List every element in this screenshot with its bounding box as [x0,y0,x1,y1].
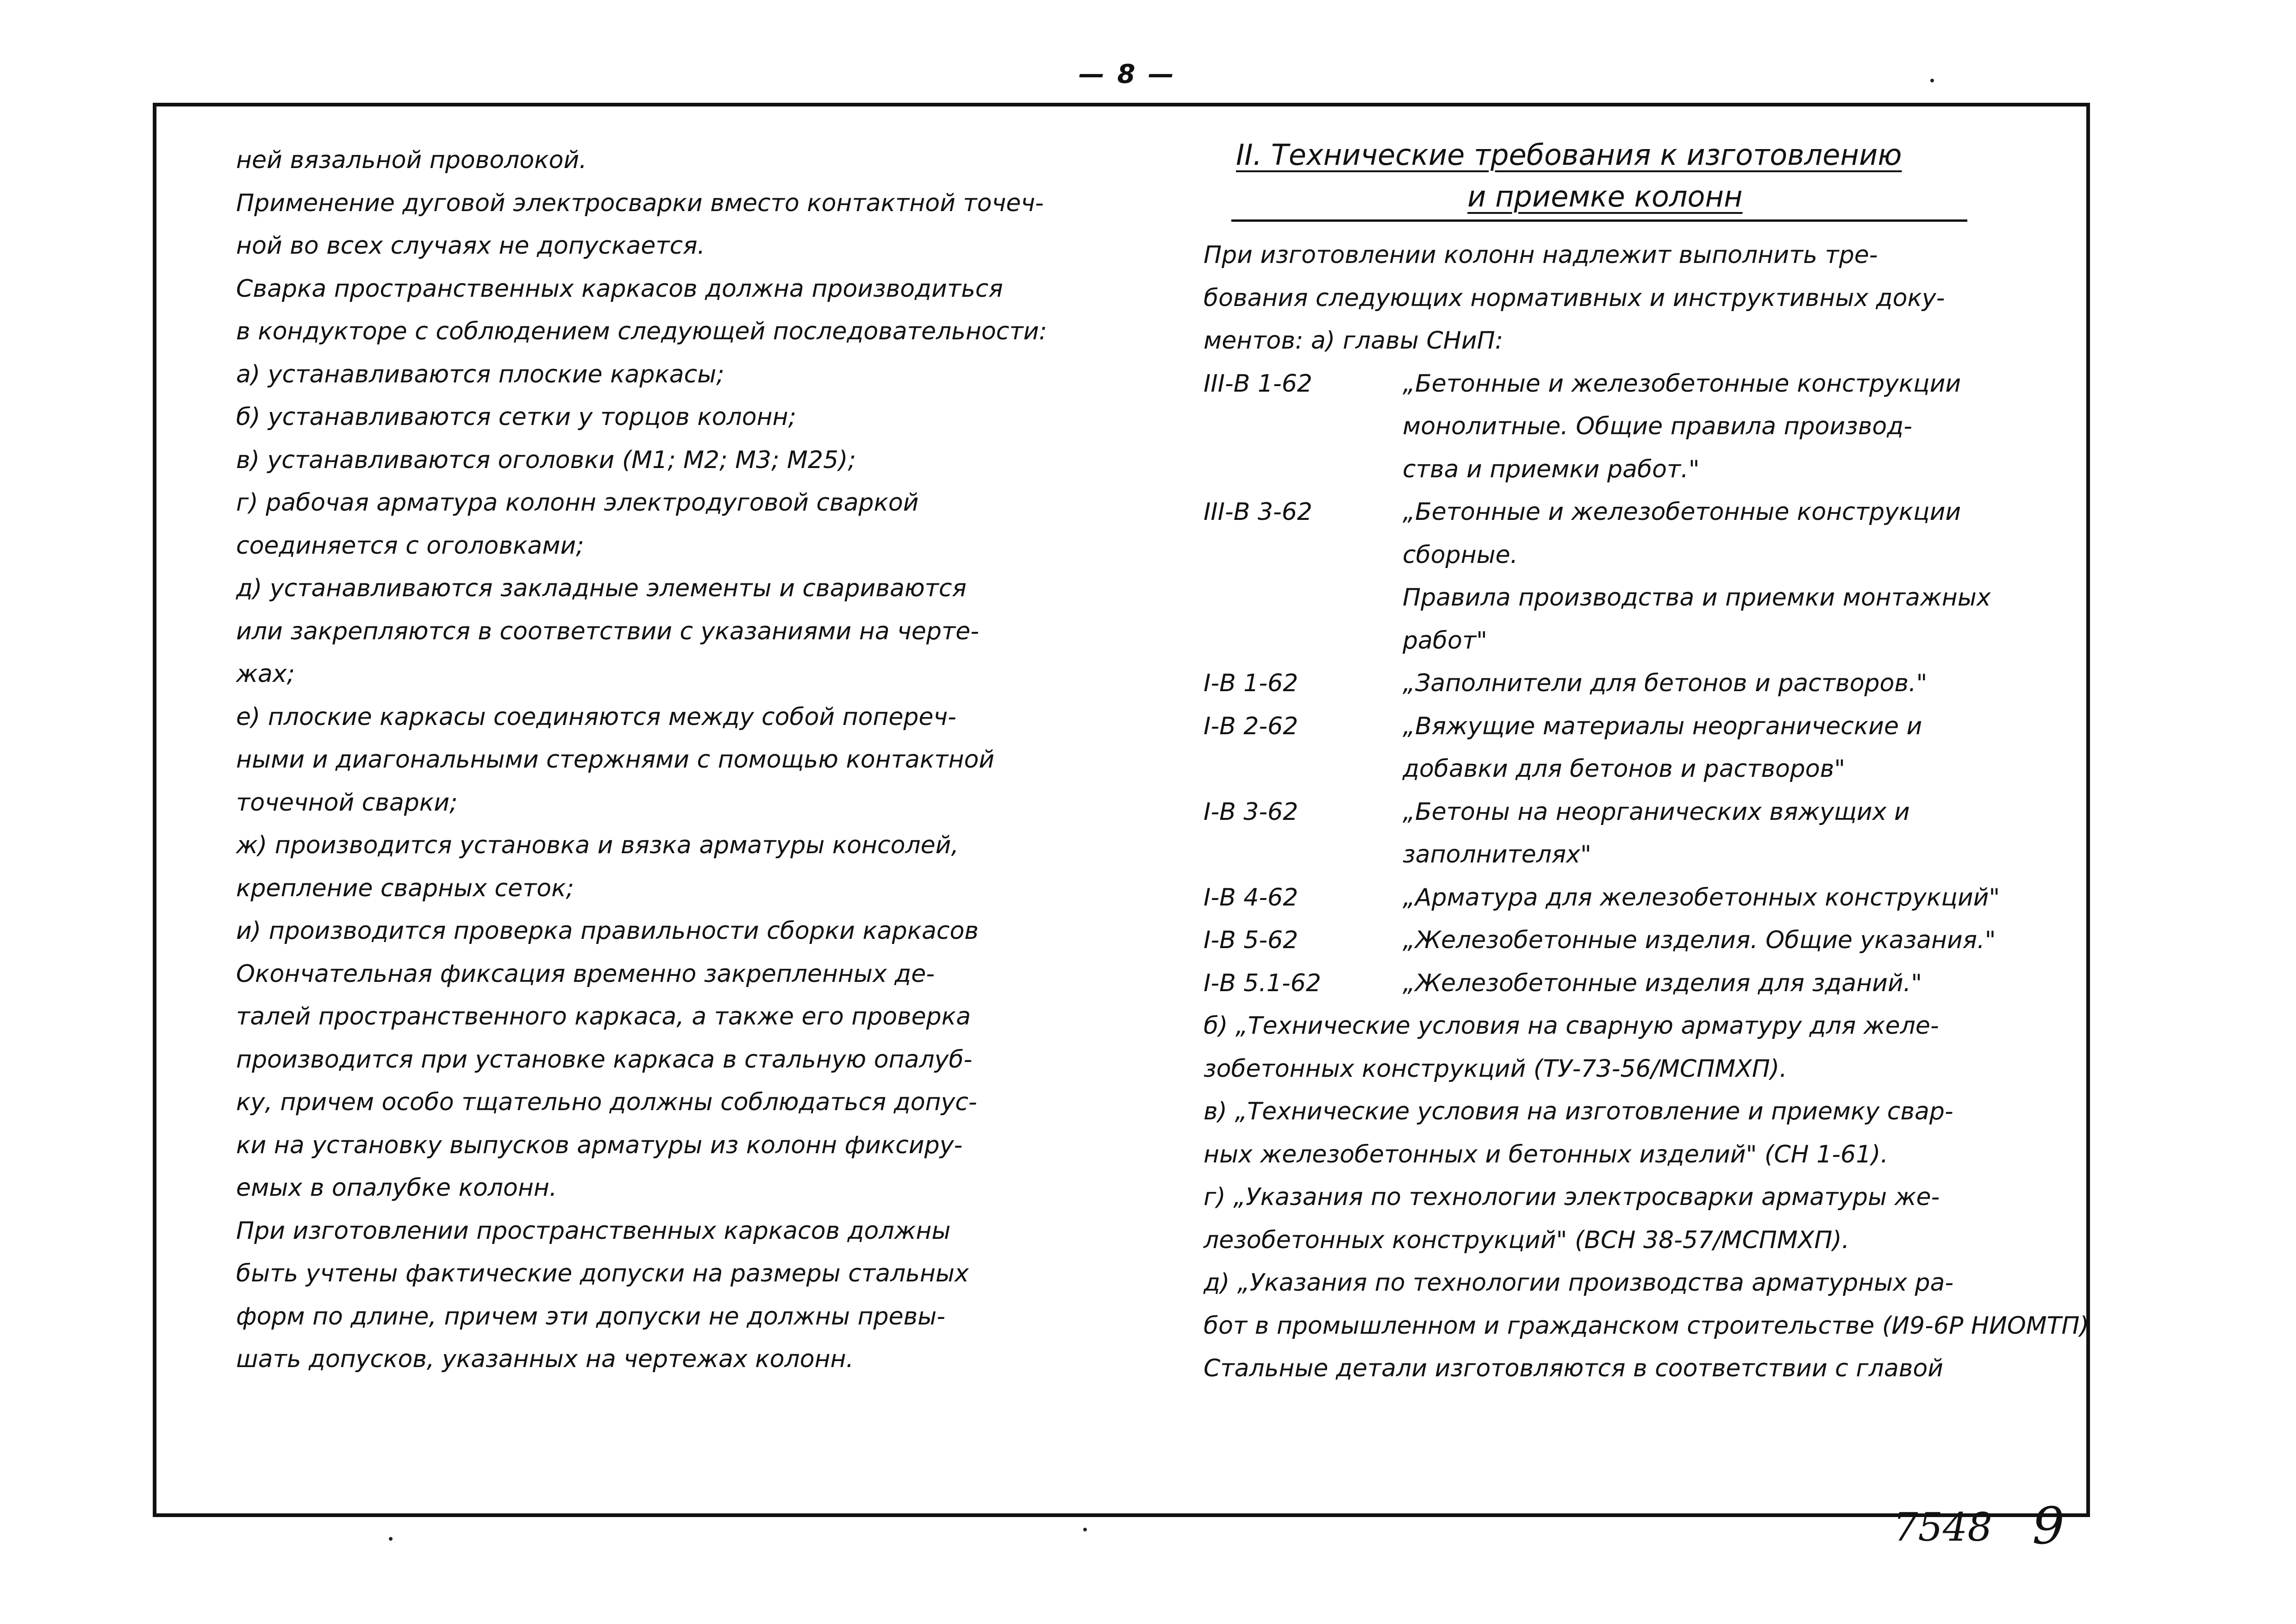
text-line: ных железобетонных и бетонных изделий" (СН 1-61). [1204,1140,1888,1168]
document-title: заполнителях" [1403,841,1591,868]
document-title: „Вяжущие материалы неорганические и [1403,712,1922,740]
document-code: I-В 3-62 [1204,798,1298,826]
document-title: монолитные. Общие правила производ- [1403,412,1912,440]
text-line: б) „Технические условия на сварную арматуру для желе- [1204,1012,1939,1040]
text-line: б) устанавливаются сетки у торцов колонн; [236,403,797,431]
additional-documents [1204,1005,2089,1390]
text-line: При изготовлении пространственных каркасов должны [236,1217,951,1245]
text-line: При изготовлении колонн надлежит выполнить тре- [1204,241,1878,269]
document-title: „Арматура для железобетонных конструкций" [1403,883,2000,912]
document-title: ства и приемки работ." [1403,455,1700,483]
intro-paragraph [1204,234,2083,362]
document-row [1204,962,2083,1005]
document-title: добавки для бетонов и растворов" [1403,755,1846,783]
drawing-code: 7548 [1893,1505,1992,1550]
text-line: Окончательная фиксация временно закрепленных де- [236,960,935,988]
text-line: ной во всех случаях не допускается. [236,232,705,260]
scan-speck [1083,1528,1087,1531]
text-line: точечной сварки; [236,788,458,817]
document-code: I-В 5.1-62 [1204,969,1321,997]
text-line: е) плоские каркасы соединяются между собой попереч- [236,703,957,731]
text-line: форм по длине, причем эти допуски не должны превы- [236,1302,946,1330]
document-row [1204,919,2083,962]
document-title: „Железобетонные изделия. Общие указания." [1403,926,1996,954]
text-line: ки на установку выпусков арматуры из колонн фиксиру- [236,1131,963,1159]
page-number: — 8 — [1079,59,1176,89]
text-line: д) устанавливаются закладные элементы и свариваются [236,575,967,602]
document-row [1204,362,2083,406]
text-line: ж) производится установка и вязка арматуры консолей, [236,831,959,859]
text-line: д) „Указания по технологии производства арматурных ра- [1204,1269,1954,1297]
text-line: ку, причем особо тщательно должны соблюдаться допус- [236,1088,977,1116]
document-code: III-В 1-62 [1204,369,1312,398]
text-line: производится при установке каркаса в стальную опалуб- [236,1045,973,1074]
document-title: „Заполнители для бетонов и растворов." [1403,669,1928,697]
documents-list [1204,362,2083,1005]
text-line: или закрепляются в соответствии с указаниями на черте- [236,617,979,645]
document-row [1204,833,2083,876]
document-title: работ" [1403,626,1487,655]
document-row [1204,619,2083,662]
title-rule [1231,219,1967,222]
text-line: и) производится проверка правильности сборки каркасов [236,917,979,945]
right-column [1204,134,2089,1390]
text-line: бот в промышленном и гражданском строительстве (И9-6Р НИОМТП) [1204,1312,2089,1340]
document-row [1204,705,2083,748]
text-line: талей пространственного каркаса, а также его проверка [236,1003,971,1031]
text-line: Применение дуговой электросварки вместо контактной точеч- [236,189,1044,217]
text-line: Стальные детали изготовляются в соответствии с главой [1204,1355,1943,1382]
document-row [1204,491,2083,534]
document-row [1204,576,2083,619]
document-row [1204,876,2083,919]
document-row [1204,791,2083,834]
document-code: III-В 3-62 [1204,498,1312,526]
scan-speck [1930,79,1934,82]
text-line: бования следующих нормативных и инструктивных доку- [1204,284,1945,312]
text-line: в кондукторе с соблюдением следующей последовательности: [236,318,1047,345]
text-line: быть учтены фактические допуски на размеры стальных [236,1260,969,1287]
document-title: Правила производства и приемки монтажных [1403,584,1991,612]
document-code: I-В 5-62 [1204,926,1298,954]
text-line: ней вязальной проволокой. [236,146,587,174]
document-row [1204,748,2083,791]
document-title: „Бетонные и железобетонные конструкции [1403,498,1961,526]
text-line: в) устанавливаются оголовки (М1; М2; М3; М25); [236,446,856,474]
document-row [1204,405,2083,448]
scan-speck [389,1537,393,1541]
text-line: г) рабочая арматура колонн электродуговой сваркой [236,489,919,517]
document-row [1204,448,2083,491]
text-line: г) „Указания по технологии электросварки арматуры же- [1204,1183,1940,1211]
text-line: в) „Технические условия на изготовление и приемку свар- [1204,1098,1953,1125]
left-column [236,139,1139,1381]
text-line: соединяется с оголовками; [236,531,584,560]
text-line: лезобетонных конструкций" (ВСН 38-57/МСПМХП). [1204,1226,1850,1254]
text-line: емых в опалубке колонн. [236,1174,557,1202]
document-row [1204,662,2083,705]
document-title: сборные. [1403,541,1518,569]
text-line: а) устанавливаются плоские каркасы; [236,360,724,388]
section-title-line2: и приемке колонн [1467,180,1743,213]
document-row [1204,534,2083,577]
text-line: жах; [236,660,295,688]
document-code: I-В 4-62 [1204,883,1298,912]
document-title: „Бетоны на неорганических вяжущих и [1403,798,1910,826]
text-line: шать допусков, указанных на чертежах колонн. [236,1345,854,1373]
document-code: I-В 2-62 [1204,712,1298,740]
section-title-line1: II. Технические требования к изготовлению [1236,138,1902,172]
sheet-number: 9 [2032,1496,2065,1555]
text-line: крепление сварных сеток; [236,874,574,902]
document-code: I-В 1-62 [1204,669,1298,697]
text-line: ными и диагональными стержнями с помощью контактной [236,746,995,774]
text-line: Сварка пространственных каркасов должна производиться [236,275,1003,303]
text-line: зобетонных конструкций (ТУ-73-56/МСПМХП). [1204,1055,1787,1083]
document-title: „Бетонные и железобетонные конструкции [1403,369,1961,398]
text-line: ментов: а) главы СНиП: [1204,327,1504,355]
document-title: „Железобетонные изделия для зданий." [1403,969,1922,997]
